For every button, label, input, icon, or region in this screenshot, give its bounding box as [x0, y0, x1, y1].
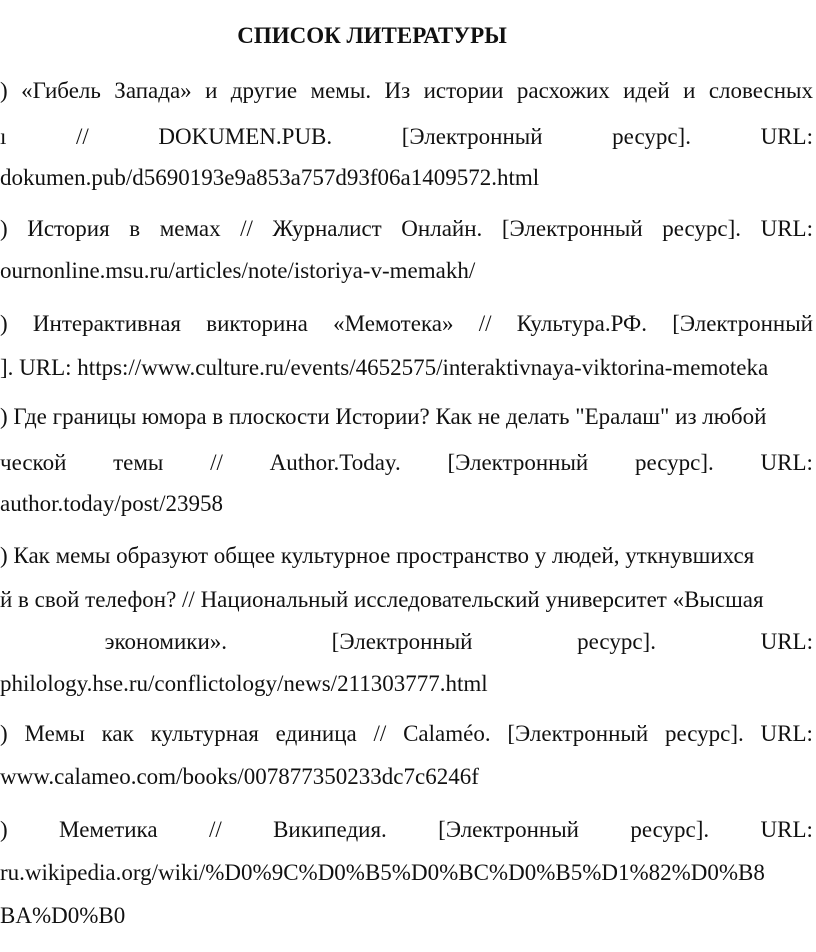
word: [Электронный	[672, 311, 813, 336]
reference-1-line-1	[0, 77, 813, 105]
word: Онлайн.	[401, 216, 483, 241]
word: )	[0, 78, 8, 103]
word: Культура.РФ.	[516, 311, 647, 336]
word: )	[0, 311, 8, 336]
word: Интерактивная	[32, 311, 181, 336]
word: )	[0, 817, 8, 842]
word: «Гибель	[21, 78, 101, 103]
word: URL:	[760, 450, 813, 475]
word: Calaméo.	[403, 721, 491, 746]
reference-4-url[interactable]: author.today/post/23958	[0, 491, 223, 516]
reference-1-line-2	[0, 123, 813, 151]
word: ресурс].	[634, 450, 714, 475]
word: DOKUMEN.PUB.	[158, 124, 333, 149]
word: «Мемотека»	[333, 311, 454, 336]
word: ı	[0, 124, 7, 149]
word: [Электронный	[331, 629, 473, 654]
word: URL:	[760, 629, 813, 654]
word: URL:	[760, 216, 813, 241]
reference-2-url[interactable]: ournonline.msu.ru/articles/note/istoriya-v-memakh/	[0, 258, 476, 283]
word: //	[208, 817, 222, 842]
word: идей	[623, 78, 670, 103]
reference-7-url[interactable]: ru.wikipedia.org/wiki/%D0%9C%D0%B5%D0%BC%D0%B5%D1%82%D0%B8	[0, 860, 765, 885]
reference-5-line-2: й в свой телефон? // Национальный исследовательский университет «Высшая	[0, 587, 764, 612]
word: URL:	[760, 721, 813, 746]
word: [Электронный	[401, 124, 543, 149]
reference-7-url-continued[interactable]: BA%D0%B0	[0, 903, 126, 928]
reference-5-url[interactable]: philology.hse.ru/conflictology/news/211303777.html	[0, 671, 488, 696]
reference-6-url[interactable]: www.calameo.com/books/007877350233dc7c6246f	[0, 764, 479, 789]
word: викторина	[206, 311, 308, 336]
word: История	[27, 216, 110, 241]
word: ресурс].	[612, 124, 691, 149]
word: //	[478, 311, 492, 336]
word: ресурс].	[662, 216, 742, 241]
word: //	[373, 721, 387, 746]
word: URL:	[760, 817, 813, 842]
reference-3-url[interactable]: ]. URL: https://www.culture.ru/events/4652575/interaktivnaya-viktorina-memoteka	[0, 355, 769, 380]
reference-1-url[interactable]: dokumen.pub/d5690193e9a853a757d93f06a1409572.html	[0, 165, 540, 190]
word: Википедия.	[273, 817, 387, 842]
reference-3-line-1	[0, 310, 813, 338]
word: [Электронный	[447, 450, 589, 475]
word: Author.Today.	[269, 450, 401, 475]
word: //	[210, 450, 223, 475]
reference-4-line-2	[0, 449, 813, 477]
word: Меметика	[59, 817, 158, 842]
word: и	[683, 78, 696, 103]
word: и	[205, 78, 218, 103]
word: Запада»	[114, 78, 192, 103]
word: Журналист	[272, 216, 382, 241]
word: )	[0, 721, 8, 746]
word: экономики».	[104, 629, 228, 654]
word: )	[0, 216, 8, 241]
word: //	[240, 216, 253, 241]
word: ресурс].	[577, 629, 656, 654]
word: [Электронный	[507, 721, 649, 746]
word: единица	[275, 721, 357, 746]
word: Мемы	[24, 721, 85, 746]
word: ресурс].	[630, 817, 710, 842]
word: ресурс].	[664, 721, 744, 746]
word: //	[75, 124, 89, 149]
word: ческой	[0, 450, 67, 475]
word: темы	[113, 450, 164, 475]
word: истории	[423, 78, 504, 103]
word: словесных	[708, 78, 813, 103]
page-title: СПИСОК ЛИТЕРАТУРЫ	[237, 23, 507, 48]
reference-2-line-1	[0, 215, 813, 243]
word: [Электронный	[438, 817, 579, 842]
word: в	[129, 216, 141, 241]
word: URL:	[760, 124, 813, 149]
word: Из	[384, 78, 411, 103]
word: другие	[230, 78, 298, 103]
word: мемы.	[310, 78, 372, 103]
word: [Электронный	[501, 216, 643, 241]
reference-7-line-1	[0, 816, 813, 844]
reference-6-line-1	[0, 720, 813, 748]
reference-5-line-3	[0, 628, 813, 656]
reference-5-line-1: ) Как мемы образуют общее культурное пространство у людей, уткнувшихся	[0, 543, 755, 568]
word: культурная	[150, 721, 259, 746]
word: как	[101, 721, 134, 746]
word: расхожих	[516, 78, 610, 103]
reference-4-line-1: ) Где границы юмора в плоскости Истории? Как не делать "Ералаш" из любой	[0, 404, 767, 429]
word: мемах	[159, 216, 221, 241]
